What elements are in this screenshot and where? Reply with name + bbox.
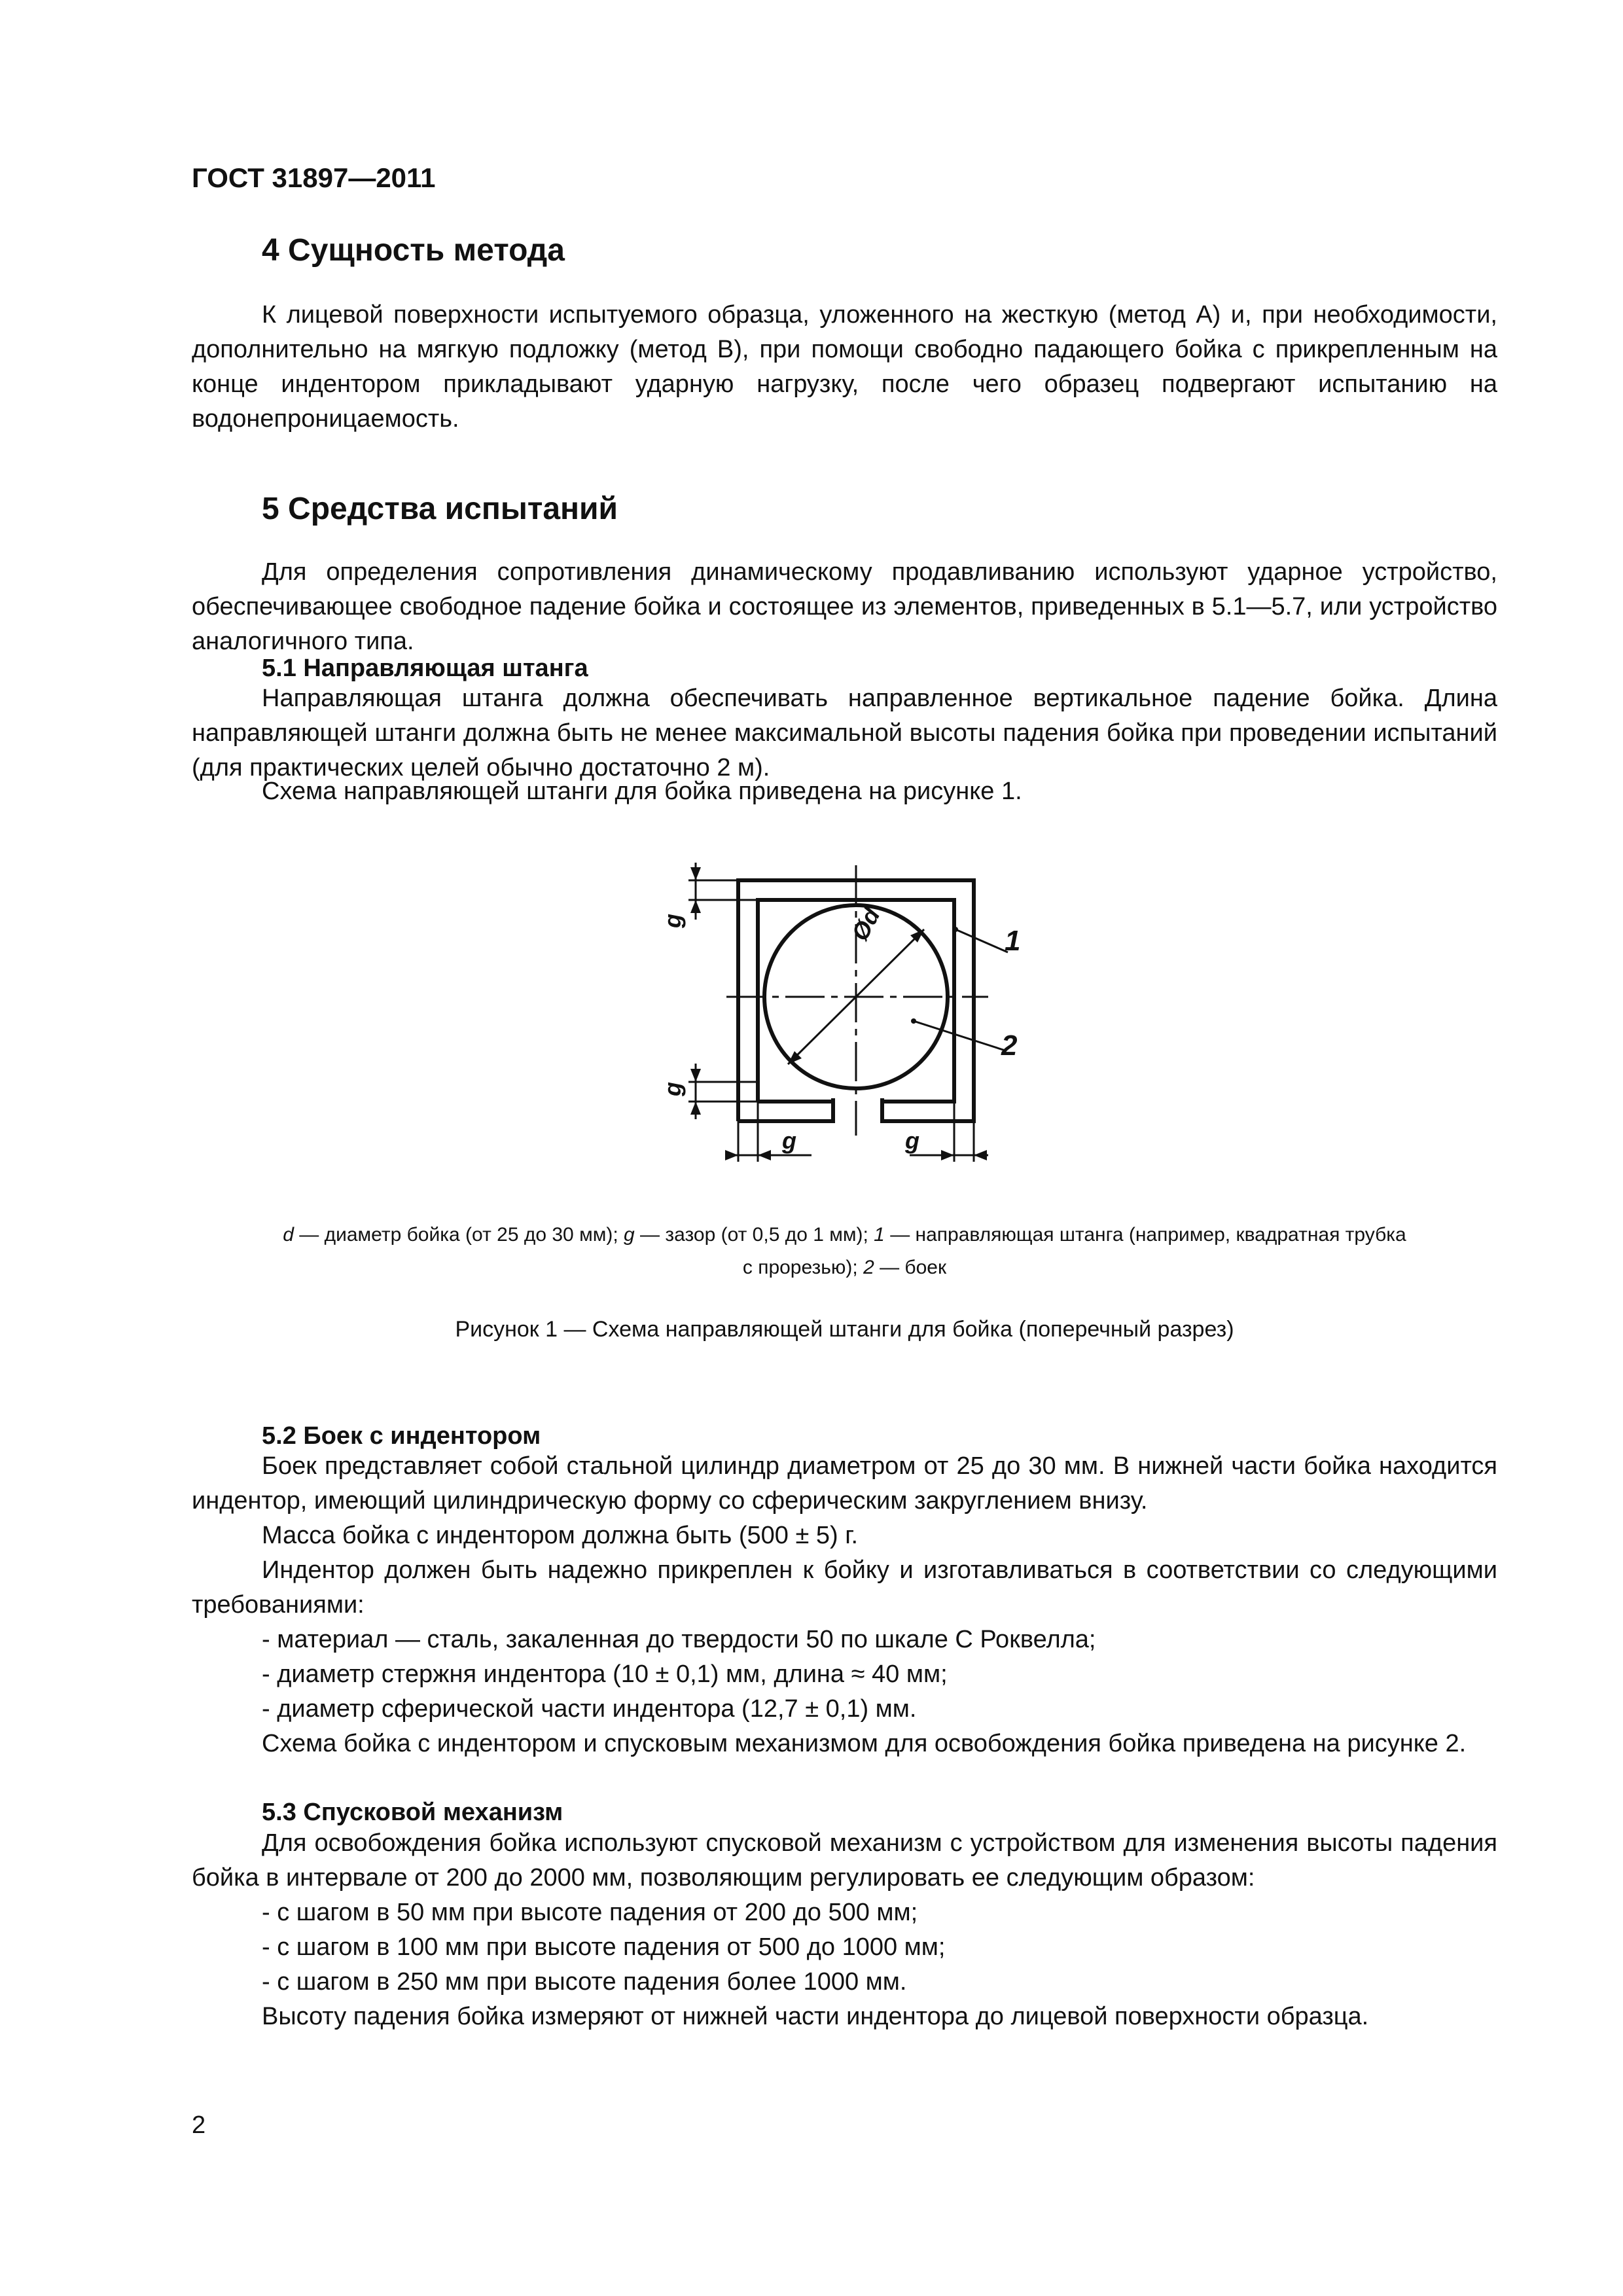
standard-number: ГОСТ 31897—2011 [192, 162, 436, 193]
section-5-intro: Для определения сопротивления динамическому продавливанию используют ударное устройство, обеспечивающее свободное падение бойка и состоящее из элементов, приведенных в 5.1—5.7, или устройство аналогичного типа. [192, 558, 1497, 655]
section-5-2-figure-ref: Схема бойка с индентором и спусковым механизмом для освобождения бойка приведена на рисунке 2. [262, 1730, 1467, 1757]
section-5-3-heading: 5.3 Спусковой механизм [262, 1799, 563, 1826]
g-label-bottom-left: g [782, 1127, 796, 1154]
section-5-1-figure-ref: Схема направляющей штанги для бойка приведена на рисунке 1. [262, 778, 1022, 805]
section-5-1-text: Направляющая штанга должна обеспечивать направленное вертикальное падение бойка. Длина направляющей штанги должна быть не менее максимальной высоты падения бойка при проведении испытаний (для практических целей обычно достаточно 2 м). [192, 685, 1497, 781]
step-item: - с шагом в 50 мм при высоте падения от 200 до 500 мм; [262, 1899, 918, 1926]
section-5-1-heading: 5.1 Направляющая штанга [262, 655, 588, 682]
figure-1-title: Рисунок 1 — Схема направляющей штанги для бойка (поперечный разрез) [455, 1317, 1234, 1342]
section-5-3-text: Для освобождения бойка используют спусковой механизм с устройством для изменения высоты падения бойка в интервале от 200 до 2000 мм, позволяющим регулировать ее следующим образом: [192, 1829, 1497, 1892]
page-number: 2 [192, 2111, 206, 2139]
section-5-3-closing: Высоту падения бойка измеряют от нижней части индентора до лицевой поверхности образца. [262, 2003, 1369, 2030]
requirement-item: - материал — сталь, закаленная до твердости 50 по шкале С Роквелла; [262, 1626, 1096, 1653]
figure-1-legend [192, 1219, 1497, 1284]
g-label-bottom-right: g [905, 1127, 919, 1154]
section-5-2-requirements-intro: Индентор должен быть надежно прикреплен к бойку и изготавливаться в соответствии со следующими требованиями: [192, 1556, 1497, 1619]
section-5-2-text: Боек представляет собой стальной цилиндр диаметром от 25 до 30 мм. В нижней части бойка находится индентор, имеющий цилиндрическую форму со сферическим закруглением внизу. [192, 1452, 1497, 1515]
g-label-middle: g [659, 1082, 686, 1096]
step-item: - с шагом в 250 мм при высоте падения более 1000 мм. [262, 1968, 907, 1996]
item-2-label: 2 [1001, 1030, 1018, 1062]
figure-1-diagram [654, 851, 1060, 1191]
figure-1-legend-line-2: с прорезью); 2 — боек [742, 1257, 947, 1278]
item-1-label: 1 [1005, 925, 1021, 957]
step-item: - с шагом в 100 мм при высоте падения от 500 до 1000 мм; [262, 1933, 946, 1961]
g-label-top: g [659, 914, 686, 928]
figure-1-legend-line-1: d — диаметр бойка (от 25 до 30 мм); g — зазор (от 0,5 до 1 мм); 1 — направляющая штанга (например, квадратная трубка [283, 1224, 1406, 1246]
section-4-text: К лицевой поверхности испытуемого образца, уложенного на жесткую (метод А) и, при необходимости, дополнительно на мягкую подложку (метод В), при помощи свободно падающего бойка с прикрепленным на конце индентором прикладывают ударную нагрузку, после чего образец подвергают испытанию на водонепроницаемость. [192, 301, 1497, 433]
requirement-item: - диаметр сферической части индентора (12,7 ± 0,1) мм. [262, 1695, 917, 1723]
diameter-label: Ød [846, 903, 885, 945]
requirement-item: - диаметр стержня индентора (10 ± 0,1) мм, длина ≈ 40 мм; [262, 1660, 948, 1688]
section-5-2-heading: 5.2 Боек с индентором [262, 1422, 541, 1450]
section-4-heading: 4 Сущность метода [262, 233, 565, 268]
section-5-2-mass: Масса бойка с индентором должна быть (500 ± 5) г. [262, 1522, 859, 1549]
section-5-heading: 5 Средства испытаний [262, 492, 618, 526]
